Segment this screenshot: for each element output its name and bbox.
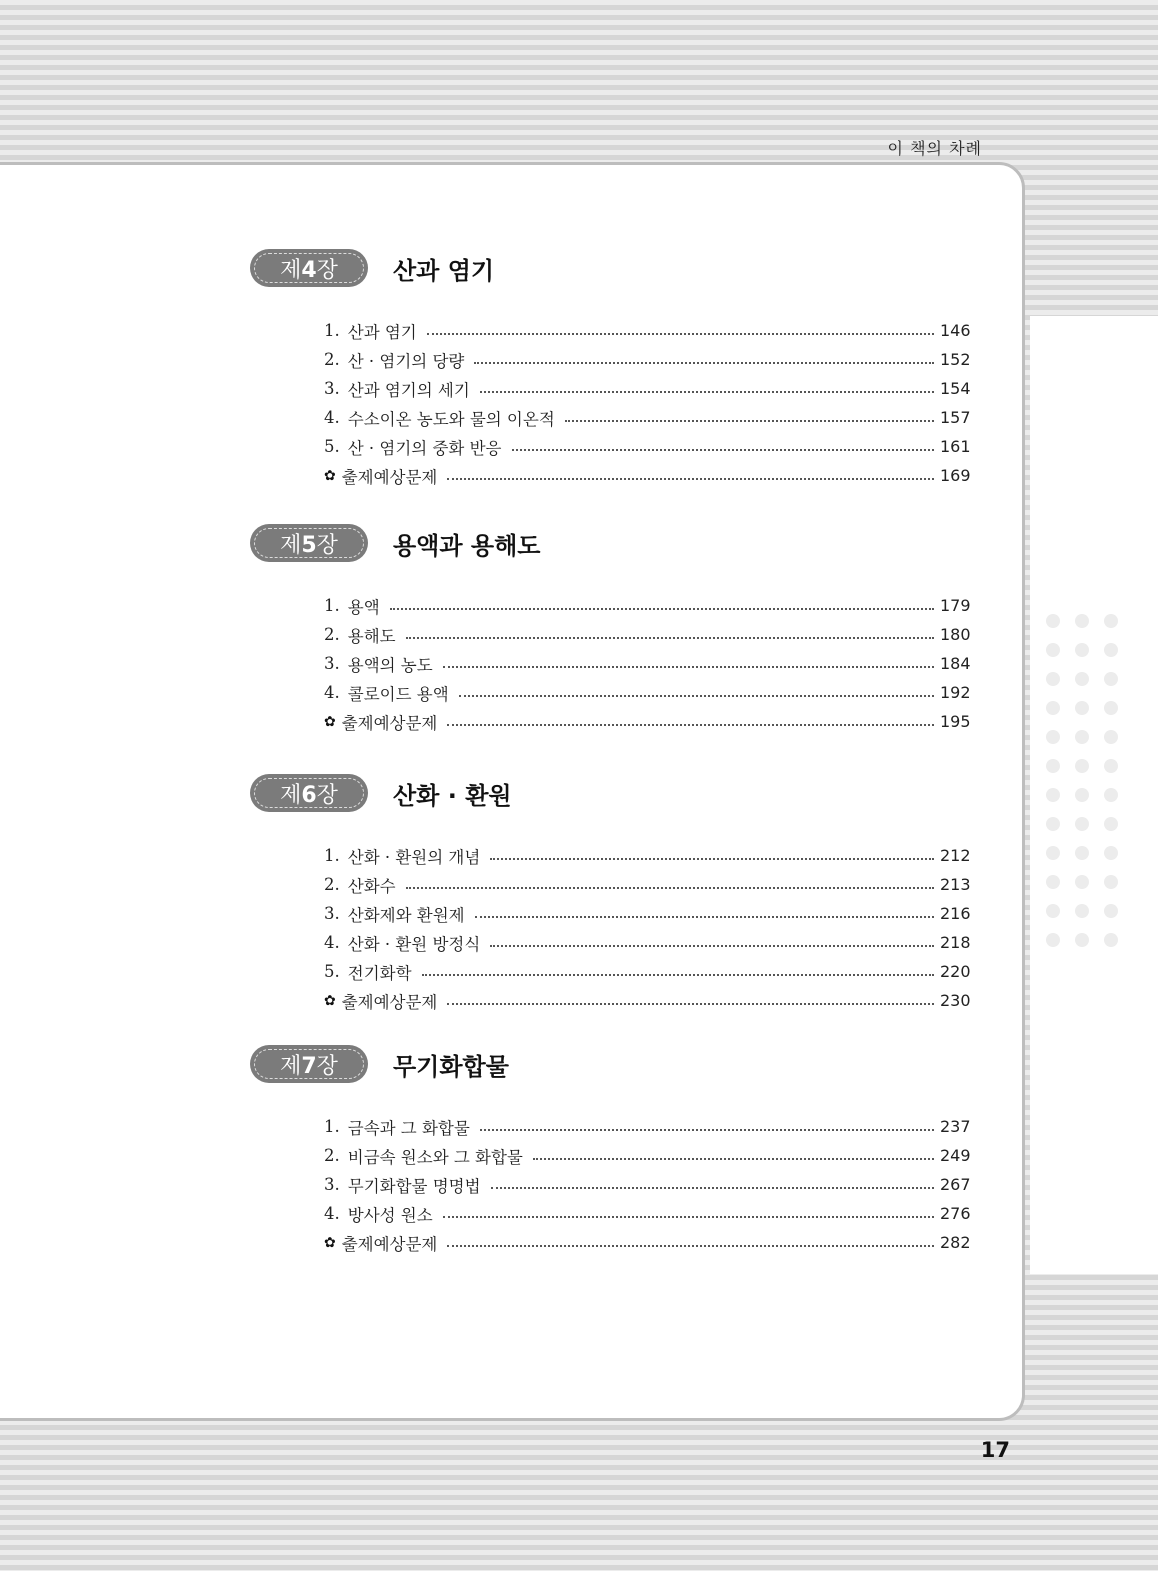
toc-entry[interactable] [324,345,971,374]
entry-number: 3. [324,379,340,398]
entry-page: 161 [940,437,971,456]
toc-entry[interactable] [324,591,971,620]
entry-number: 4. [324,1204,340,1223]
entry-title: 산화 · 환원 방정식 [347,934,481,954]
entry-number: 5. [324,437,340,456]
entry-page: 213 [940,875,971,894]
toc-entry[interactable] [324,928,971,957]
toc-entry[interactable] [324,316,971,345]
chapter-title: 산과 염기 [393,256,495,285]
flower-icon: ✿ [324,467,336,484]
toc-entry[interactable] [324,649,971,678]
entry-number: 3. [324,654,340,673]
entry-page: 230 [940,991,971,1010]
toc-entry[interactable] [324,899,971,928]
chapter-badge-prefix: 제 [280,257,302,283]
dot-leader [447,1003,934,1005]
toc-entry[interactable] [324,432,971,461]
toc-entry[interactable] [324,1228,971,1257]
entry-number: 5. [324,962,340,981]
dot-leader [406,637,934,639]
entry-page: 157 [940,408,971,427]
chapter-badge-suffix: 장 [316,782,338,808]
chapter-badge-prefix: 제 [280,1053,302,1079]
entry-number: 2. [324,350,340,369]
chapter-section [250,773,970,1015]
entry-page: 169 [940,466,971,485]
entry-title: 산화수 [347,876,396,896]
entry-title: 출제예상문제 [341,713,438,733]
flower-icon: ✿ [324,713,336,730]
dot-leader [422,974,934,976]
dot-leader [447,478,934,480]
entry-page: 154 [940,379,971,398]
entry-title: 방사성 원소 [347,1205,433,1225]
chapter-badge-suffix: 장 [316,532,338,558]
entry-title: 비금속 원소와 그 화합물 [347,1147,523,1167]
entry-page: 249 [940,1146,971,1165]
chapter-section [250,523,970,736]
toc-list [324,316,971,490]
toc-entry[interactable] [324,374,971,403]
chapter-title: 산화 · 환원 [393,781,512,810]
dot-leader [480,391,934,393]
entry-number: 1. [324,321,340,340]
dot-leader [443,666,934,668]
toc-entry[interactable] [324,678,971,707]
toc-entry[interactable] [324,403,971,432]
chapter-badge-suffix: 장 [316,257,338,283]
chapter-heading [250,773,970,813]
entry-title: 용액 [347,597,380,617]
chapter-heading [250,1044,970,1084]
chapter-section [250,1044,970,1257]
entry-number: 4. [324,933,340,952]
entry-page: 146 [940,321,971,340]
toc-entry[interactable] [324,957,971,986]
dot-leader [474,362,934,364]
entry-title: 콜로이드 용액 [347,684,449,704]
entry-title: 용액의 농도 [347,655,433,675]
chapter-heading [250,248,970,288]
entry-page: 237 [940,1117,971,1136]
entry-title: 출제예상문제 [341,992,438,1012]
entry-title: 산 · 염기의 중화 반응 [347,438,502,458]
dot-leader [443,1216,934,1218]
entry-page: 195 [940,712,971,731]
entry-page: 184 [940,654,971,673]
toc-entry[interactable] [324,1170,971,1199]
entry-number: 3. [324,904,340,923]
entry-number: 2. [324,875,340,894]
dot-leader [447,724,934,726]
page-number: 17 [980,1438,1010,1462]
entry-page: 212 [940,846,971,865]
entry-title: 금속과 그 화합물 [347,1118,470,1138]
toc-entry[interactable] [324,1199,971,1228]
toc-entry[interactable] [324,986,971,1015]
toc-entry[interactable] [324,1112,971,1141]
dot-leader [459,695,934,697]
toc-list [324,1112,971,1257]
chapter-badge [250,249,368,287]
toc-entry[interactable] [324,707,971,736]
entry-page: 192 [940,683,971,702]
chapter-number: 6 [301,782,317,808]
chapter-badge-prefix: 제 [280,782,302,808]
entry-page: 267 [940,1175,971,1194]
toc-entry[interactable] [324,1141,971,1170]
entry-number: 3. [324,1175,340,1194]
dot-leader [480,1129,934,1131]
chapter-number: 5 [301,532,317,558]
flower-icon: ✿ [324,1234,336,1251]
entry-page: 218 [940,933,971,952]
entry-title: 무기화합물 명명법 [347,1176,481,1196]
chapter-title: 용액과 용해도 [393,531,541,560]
entry-number: 2. [324,625,340,644]
entry-title: 산과 염기 [347,322,417,342]
chapter-number: 4 [301,257,317,283]
entry-title: 용해도 [347,626,396,646]
dot-leader [491,1187,934,1189]
chapter-heading [250,523,970,563]
toc-entry[interactable] [324,461,971,490]
chapter-number: 7 [301,1053,317,1079]
decorative-dot-grid [1046,614,1126,947]
entry-number: 4. [324,408,340,427]
toc-entry[interactable] [324,870,971,899]
entry-title: 산화 · 환원의 개념 [347,847,481,867]
entry-number: 1. [324,846,340,865]
entry-page: 216 [940,904,971,923]
dot-leader [427,333,934,335]
chapter-badge-prefix: 제 [280,532,302,558]
dot-leader [565,420,934,422]
dot-leader [490,945,934,947]
entry-title: 산 · 염기의 당량 [347,351,465,371]
entry-page: 282 [940,1233,971,1252]
entry-page: 180 [940,625,971,644]
flower-icon: ✿ [324,992,336,1009]
dot-leader [490,858,934,860]
chapter-badge [250,524,368,562]
dot-leader [390,608,934,610]
entry-title: 출제예상문제 [341,467,438,487]
toc-entry[interactable] [324,841,971,870]
dot-leader [406,887,934,889]
entry-number: 2. [324,1146,340,1165]
entry-title: 출제예상문제 [341,1234,438,1254]
entry-title: 산과 염기의 세기 [347,380,470,400]
chapter-section [250,248,970,490]
entry-title: 수소이온 농도와 물의 이온적 [347,409,555,429]
toc-list [324,591,971,736]
running-head: 이 책의 차례 [887,139,982,158]
entry-page: 220 [940,962,971,981]
dot-leader [447,1245,934,1247]
chapter-badge-suffix: 장 [316,1053,338,1079]
entry-number: 1. [324,1117,340,1136]
dot-leader [512,449,935,451]
chapter-badge [250,774,368,812]
dot-leader [475,916,934,918]
entry-number: 4. [324,683,340,702]
toc-list [324,841,971,1015]
entry-title: 산화제와 환원제 [347,905,465,925]
entry-page: 276 [940,1204,971,1223]
chapter-badge [250,1045,368,1083]
entry-page: 152 [940,350,971,369]
entry-number: 1. [324,596,340,615]
entry-title: 전기화학 [347,963,412,983]
dot-leader [533,1158,934,1160]
chapter-title: 무기화합물 [393,1052,509,1081]
entry-page: 179 [940,596,971,615]
toc-entry[interactable] [324,620,971,649]
